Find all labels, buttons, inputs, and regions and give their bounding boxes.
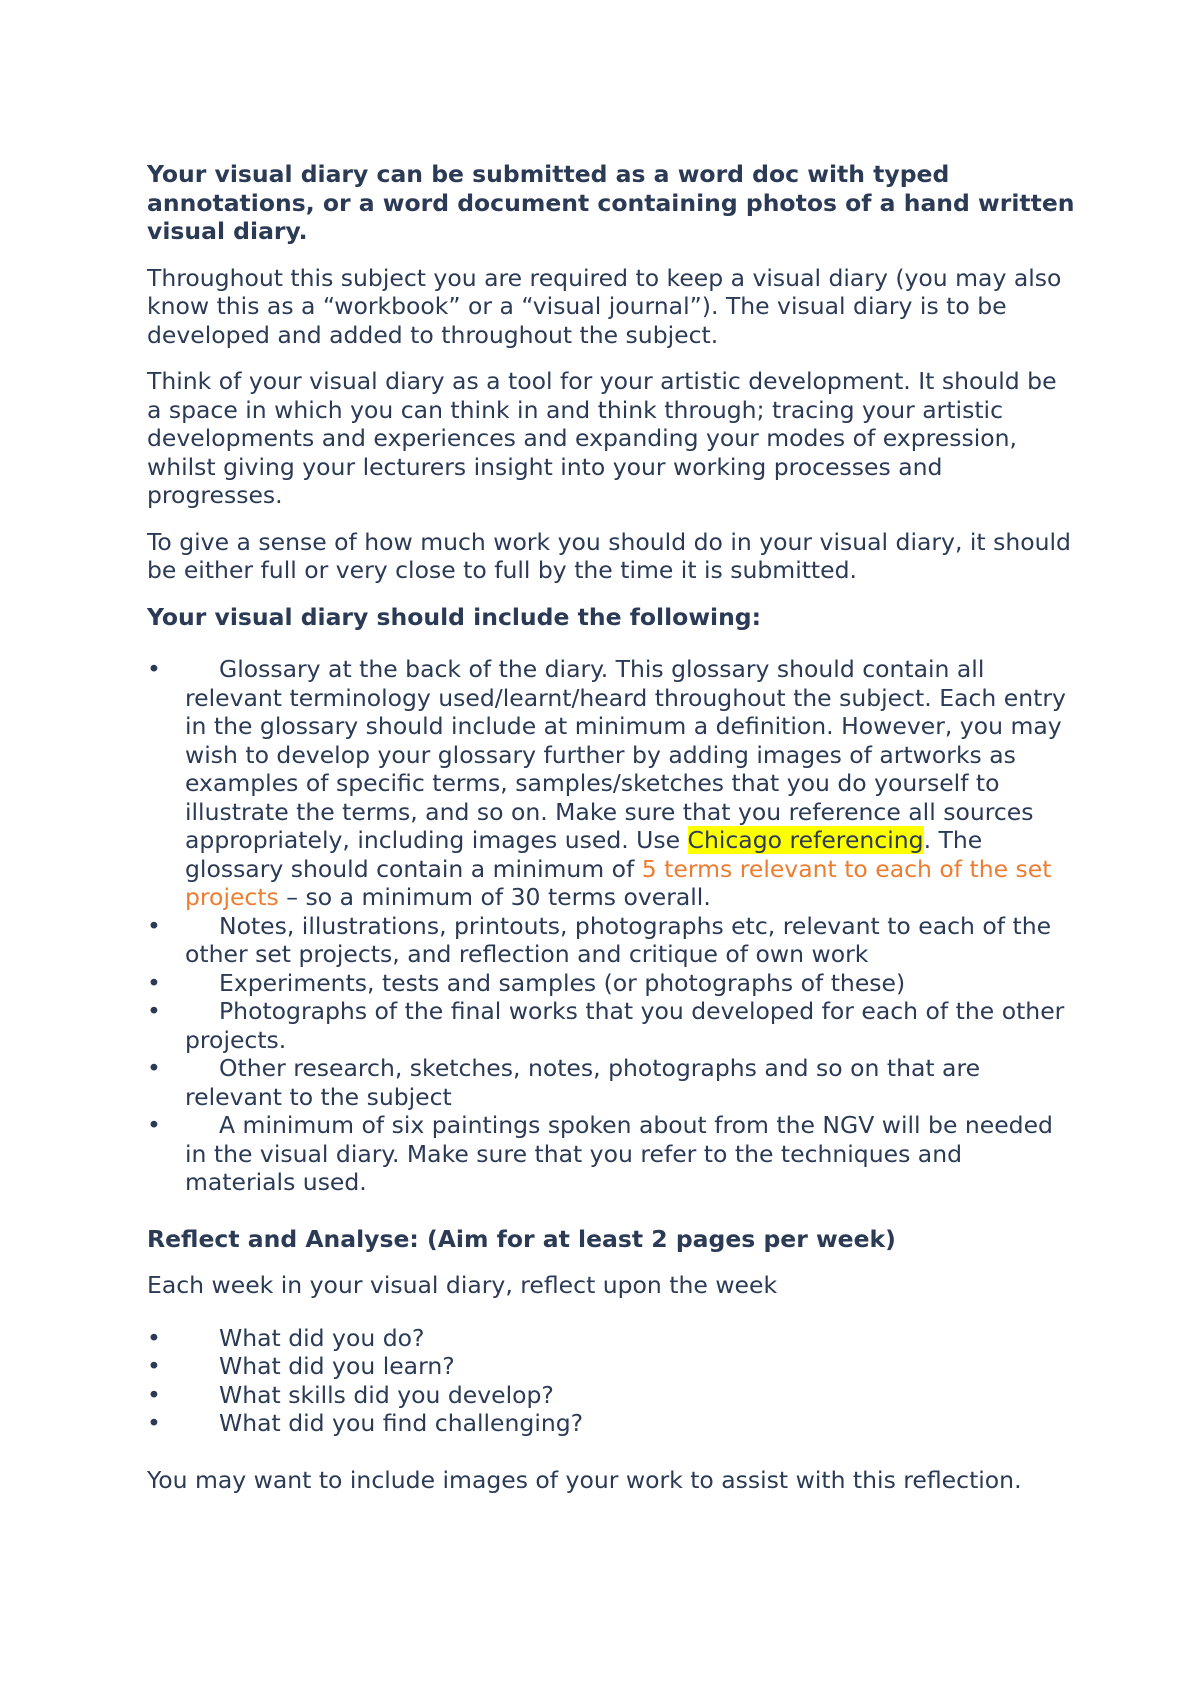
list-item-text: Notes, illustrations, printouts, photographs etc, relevant to each of the other set projects, and reflection and critique of own work	[185, 911, 1052, 968]
bullet-icon: •	[147, 1380, 161, 1409]
list-item-text: Experiments, tests and samples (or photographs of these)	[219, 968, 906, 997]
bullet-icon: •	[147, 1323, 161, 1352]
closing-paragraph: You may want to include images of your work to assist with this reflection.	[147, 1465, 1022, 1494]
list-item-text: What did you find challenging?	[219, 1409, 584, 1437]
reflect-intro: Each week in your visual diary, reflect upon the week	[147, 1271, 778, 1299]
chicago-referencing-highlight: Chicago referencing	[687, 826, 924, 854]
bullet-icon: •	[147, 911, 161, 940]
list-item-text: What did you do?	[219, 1323, 425, 1352]
list-item	[147, 1054, 1077, 1111]
bullet-icon: •	[147, 655, 161, 683]
list-item	[147, 997, 1077, 1054]
list-item-text: Other research, sketches, notes, photographs and so on that are relevant to the subject	[185, 1054, 981, 1111]
list-item	[147, 1324, 1077, 1353]
list-item-text: A minimum of six paintings spoken about from the NGV will be needed in the visual diary. Make sure that you refer to the techniques and materials used.	[185, 1111, 1053, 1196]
glossary-text-part2: . The glossary should contain a minimum of	[185, 826, 983, 883]
intro-bold-paragraph: Your visual diary can be submitted as a word doc with typed annotations, or a word document containing photos of a hand written visual diary.	[147, 160, 1075, 245]
bullet-icon: •	[147, 968, 161, 997]
document-page	[147, 160, 1077, 1512]
list-item-text: Photographs of the final works that you developed for each of the other projects.	[185, 997, 1065, 1054]
bullet-icon: •	[147, 997, 161, 1025]
glossary-text-part1: Glossary at the back of the diary. This glossary should contain all relevant terminology used/learnt/heard throughout the subject. Each entry in the glossary should include at minimum a definition. However, you may wish to develop your glossary further by adding images of artworks as examples of specific terms, samples/sketches that you do yourself to illustrate the terms, and so on. Make sure that you reference all sources appropriately, including images used. Use	[185, 655, 1066, 854]
list-item	[147, 969, 1077, 998]
glossary-terms-orange: 5 terms relevant to each of the set projects	[185, 854, 1052, 911]
bullet-icon: •	[147, 1352, 161, 1380]
list-item-glossary	[147, 655, 1077, 912]
include-list	[147, 655, 1077, 1197]
list-item	[147, 912, 1077, 969]
include-heading: Your visual diary should include the following:	[147, 602, 762, 631]
reflect-list	[147, 1324, 1077, 1438]
list-item-text: What skills did you develop?	[219, 1380, 554, 1409]
paragraph-amount-of-work: To give a sense of how much work you should do in your visual diary, it should be either full or very close to full by the time it is submitted.	[147, 527, 1071, 584]
list-item	[147, 1409, 1077, 1438]
paragraph-artistic-tool: Think of your visual diary as a tool for your artistic development. It should be a space in which you can think in and think through; tracing your artistic developments and experiences and expanding your modes of expression, whilst giving your lecturers insight into your working processes and progresses.	[147, 367, 1057, 509]
list-item	[147, 1352, 1077, 1381]
paragraph-diary-purpose: Throughout this subject you are required to keep a visual diary (you may also know this as a “workbook” or a “visual journal”). The visual diary is to be developed and added to throughout the subject.	[147, 263, 1062, 349]
bullet-icon: •	[147, 1111, 161, 1139]
list-item-text: What did you learn?	[219, 1352, 455, 1380]
glossary-text-part3: – so a minimum of 30 terms overall.	[278, 883, 711, 911]
list-item	[147, 1381, 1077, 1410]
list-item	[147, 1111, 1077, 1197]
reflect-heading: Reflect and Analyse: (Aim for at least 2 pages per week)	[147, 1224, 896, 1253]
bullet-icon: •	[147, 1054, 161, 1082]
bullet-icon: •	[147, 1409, 161, 1437]
